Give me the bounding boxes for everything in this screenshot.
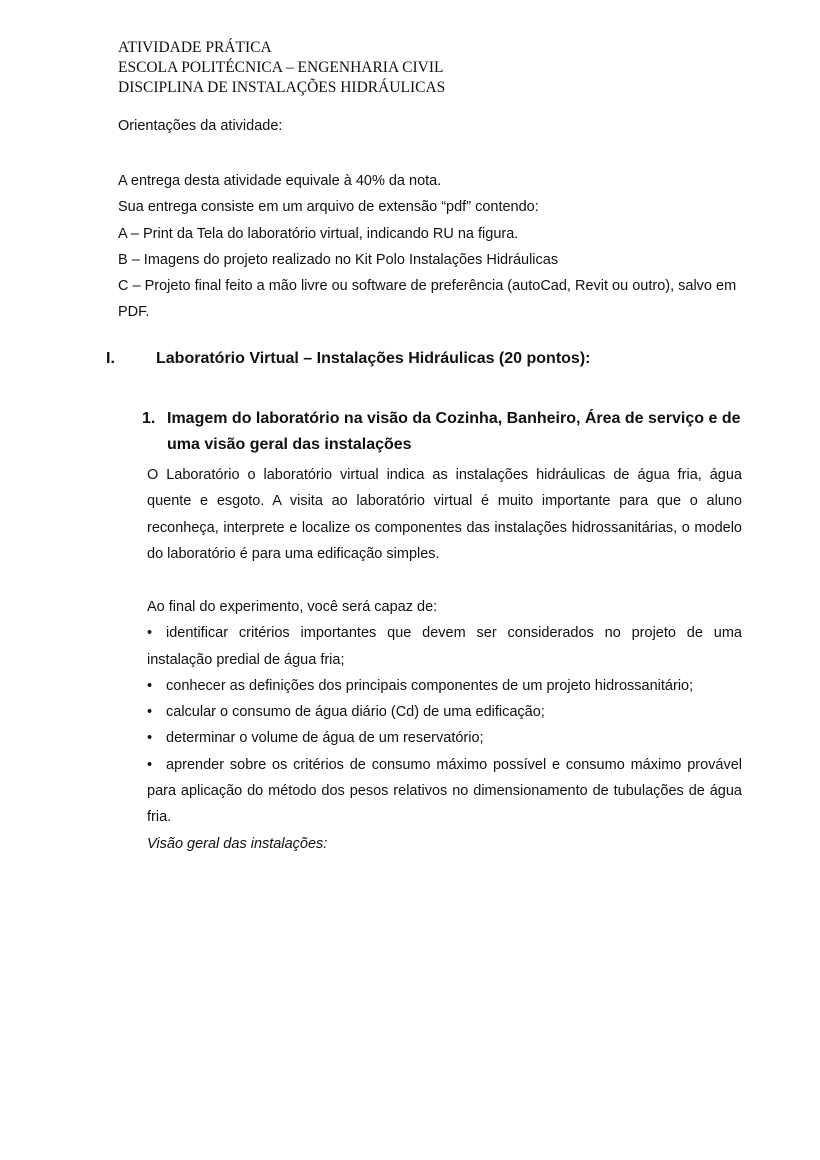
instructions-block — [118, 168, 746, 326]
learning-outcomes — [147, 594, 742, 857]
bullet-item — [147, 699, 742, 725]
bullet-symbol: • — [147, 704, 153, 721]
item-b-text: B – Imagens do projeto realizado no Kit Polo Instalações Hidráulicas — [118, 251, 559, 268]
lab-description-paragraph: O Laboratório o laboratório virtual indica as instalações hidráulicas de água fria, água quente e esgoto. A visita ao laboratório virtual é muito importante para que o aluno reconheça, interprete e localize os componentes das instalações hidrossanitárias, o modelo do laboratório é para uma edificação simples. — [147, 467, 742, 562]
bullet-text: calcular o consumo de água diário (Cd) de uma edificação; — [166, 704, 545, 721]
grade-weight-text: A entrega desta atividade equivale à 40% da nota. — [118, 173, 442, 189]
outcomes-intro: Ao final do experimento, você será capaz de: — [147, 599, 438, 615]
subsection-heading — [142, 406, 744, 458]
bullet-symbol: • — [147, 730, 153, 747]
bullet-item — [147, 620, 742, 673]
header-discipline: DISCIPLINA DE INSTALAÇÕES HIDRÁULICAS — [118, 79, 446, 96]
bullet-text: determinar o volume de água de um reservatório; — [166, 730, 484, 747]
subsection-number: 1. — [142, 410, 156, 427]
bullet-symbol: • — [147, 756, 153, 773]
orientations-title: Orientações da atividade: — [118, 118, 283, 134]
item-c-text: C – Projeto final feito a mão livre ou software de preferência (autoCad, Revit ou outro), salvo em PDF. — [118, 278, 737, 321]
bullet-item — [147, 752, 742, 831]
overview-caption: Visão geral das instalações: — [147, 835, 328, 852]
bullet-text: conhecer as definições dos principais componentes de um projeto hidrossanitário; — [166, 677, 694, 694]
bullet-symbol: • — [147, 677, 153, 694]
header-activity: ATIVIDADE PRÁTICA — [118, 39, 272, 56]
bullet-item — [147, 673, 742, 699]
section-title: Laboratório Virtual – Instalações Hidráulicas (20 pontos): — [156, 350, 591, 367]
section-number: I. — [106, 350, 115, 367]
bullet-item — [147, 725, 742, 751]
bullet-symbol: • — [147, 625, 153, 642]
bullet-text: aprender sobre os critérios de consumo máximo possível e consumo máximo provável para aplicação do método dos pesos relativos no dimensionamento de tubulações de água fria. — [147, 756, 742, 826]
header-school: ESCOLA POLITÉCNICA – ENGENHARIA CIVIL — [118, 59, 444, 76]
item-a-text: A – Print da Tela do laboratório virtual, indicando RU na figura. — [118, 225, 519, 242]
subsection-title: Imagem do laboratório na visão da Cozinha, Banheiro, Área de serviço e de uma visão geral das instalações — [167, 410, 741, 453]
bullet-text: identificar critérios importantes que devem ser considerados no projeto de uma instalação predial de água fria; — [147, 625, 742, 668]
document-header — [118, 38, 445, 98]
delivery-format-text: Sua entrega consiste em um arquivo de extensão “pdf” contendo: — [118, 199, 539, 216]
